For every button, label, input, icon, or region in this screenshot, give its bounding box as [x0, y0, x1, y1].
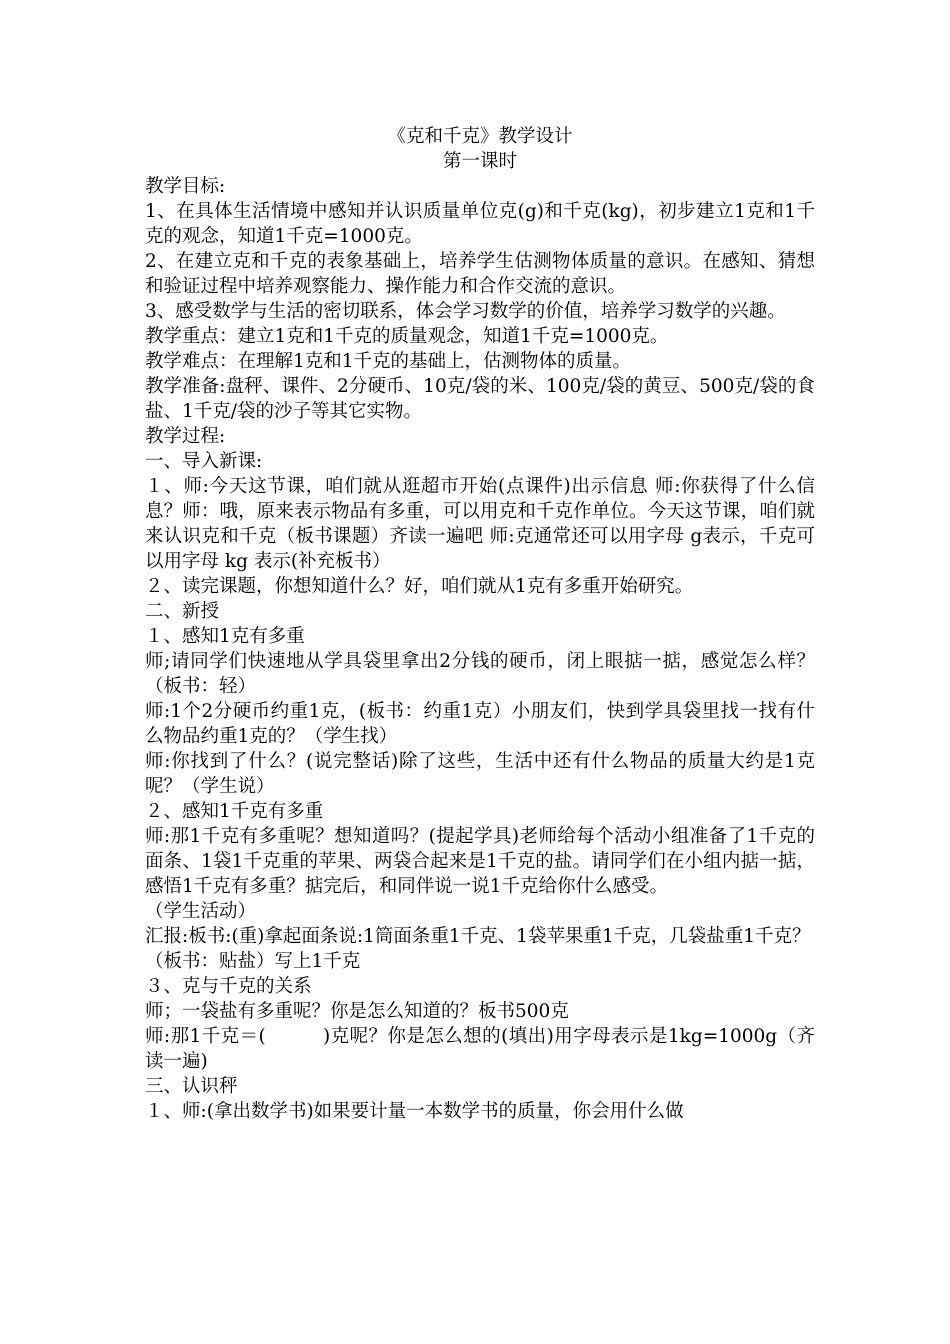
paragraph-relation-2: 师:那1千克＝( )克呢？你是怎么想的(填出)用字母表示是1kg=1000g（齐读一遍) [145, 1026, 815, 1072]
section-heading-new-lesson: 二、新授 [145, 601, 220, 622]
paragraph-key-points: 教学重点：建立1克和1千克的质量观念，知道1千克=1000克。 [145, 326, 669, 347]
paragraph-objectives-heading: 教学目标: [145, 176, 226, 197]
paragraph-objective-3: 3、感受数学与生活的密切联系，体会学习数学的价值，培养学习数学的兴趣。 [145, 301, 786, 322]
paragraph-intro-2: ２、读完课题，你想知道什么？好，咱们就从1克有多重开始研究。 [145, 576, 694, 597]
document-title: 《克和千克》教学设计 [387, 126, 573, 147]
subheading-one-gram: １、感知1克有多重 [145, 626, 305, 647]
paragraph-one-gram-2: 师:1个2分硬币约重1克，(板书：约重1克）小朋友们，快到学具袋里找一找有什么物品约重1克的？（学生找） [145, 701, 815, 747]
paragraph-difficulties: 教学难点：在理解1克和1千克的基础上，估测物体的质量。 [145, 351, 632, 372]
paragraph-one-kilogram-1: 师:那1千克有多重呢？想知道吗？(提起学具)老师给每个活动小组准备了1千克的面条、1袋1千克重的苹果、两袋合起来是1千克的盐。请同学们在小组内掂一掂，感悟1千克有多重？掂完后，和同伴说一说1千克给你什么感受。 [145, 826, 815, 897]
document-body [145, 174, 815, 1124]
paragraph-process-heading: 教学过程: [145, 426, 226, 447]
subheading-one-kilogram: ２、感知1千克有多重 [145, 801, 324, 822]
paragraph-report: 汇报:板书:(重)拿起面条说:1筒面条重1千克、1袋苹果重1千克，几袋盐重1千克？ [145, 926, 811, 947]
paragraph-preparation: 教学准备:盘秤、课件、2分硬币、10克/袋的米、100克/袋的黄豆、500克/袋的食盐、1千克/袋的沙子等其它实物。 [145, 376, 815, 422]
paragraph-intro-1: １、师:今天这节课，咱们就从逛超市开始(点课件)出示信息 师:你获得了什么信息？师：哦，原来表示物品有多重，可以用克和千克作单位。今天这节课，咱们就来认识克和千克（板书课题）齐读一遍吧 师:克通常还可以用字母 g表示，千克可以用字母 kg 表示(补充板书） [145, 476, 815, 572]
document-subtitle: 第一课时 [442, 151, 517, 172]
subheading-relation: ３、克与千克的关系 [145, 976, 312, 997]
paragraph-one-gram-1: 师;请同学们快速地从学具袋里拿出2分钱的硬币，闭上眼掂一掂，感觉怎么样？（板书：轻） [145, 651, 815, 697]
section-heading-scales: 三、认识秤 [145, 1076, 238, 1097]
document-page [145, 124, 815, 1124]
paragraph-relation-1: 师；一袋盐有多重呢？你是怎么知道的？板书500克 [145, 1001, 569, 1022]
paragraph-board-note: （板书：贴盐）写上1千克 [145, 951, 361, 972]
paragraph-objective-2: 2、在建立克和千克的表象基础上，培养学生估测物体质量的意识。在感知、猜想和验证过程中培养观察能力、操作能力和合作交流的意识。 [145, 251, 815, 297]
paragraph-scales-1: １、师:(拿出数学书)如果要计量一本数学书的质量，你会用什么做 [145, 1101, 684, 1122]
paragraph-objective-1: 1、在具体生活情境中感知并认识质量单位克(g)和千克(kg)，初步建立1克和1千克的观念，知道1千克=1000克。 [145, 201, 815, 247]
section-heading-intro: 一、导入新课: [145, 451, 263, 472]
paragraph-one-gram-3: 师:你找到了什么？(说完整话)除了这些，生活中还有什么物品的质量大约是1克呢？（学生说） [145, 751, 815, 797]
paragraph-student-activity: （学生活动） [145, 901, 257, 922]
